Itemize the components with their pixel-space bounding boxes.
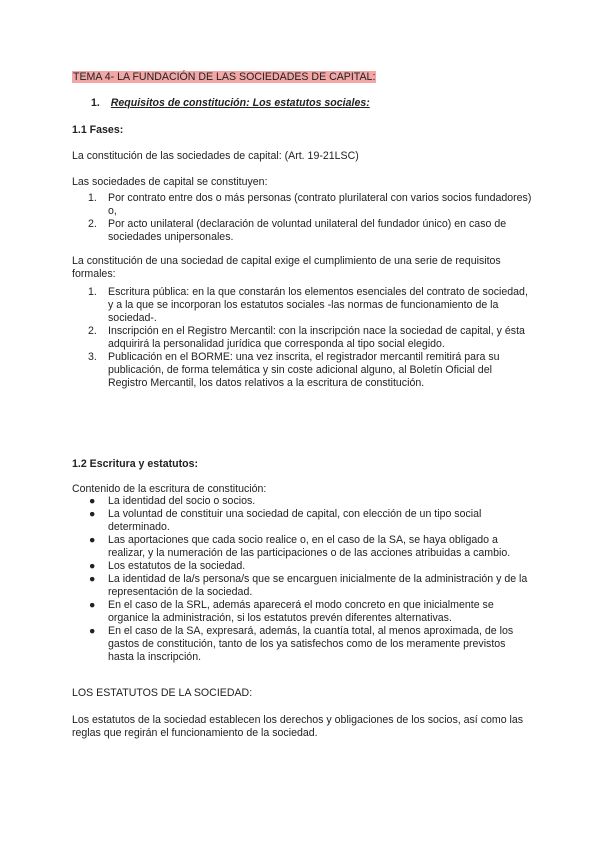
list-item: 1. Por contrato entre dos o más personas (contrato plurilateral con varios socios fundadores) o, xyxy=(88,192,532,217)
paragraph-requisitos-formales: La constitución de una sociedad de capital exige el cumplimiento de una serie de requisitos formales: xyxy=(72,255,501,280)
numbered-list xyxy=(72,286,532,390)
subsection-1-1-heading: 1.1 Fases: xyxy=(72,124,124,136)
estatutos-heading: LOS ESTATUTOS DE LA SOCIEDAD: xyxy=(72,687,253,699)
bullet-list xyxy=(72,495,532,664)
numbered-list xyxy=(72,192,532,244)
subsection-1-2-heading: 1.2 Escritura y estatutos: xyxy=(72,458,198,470)
list-item: ● Las aportaciones que cada socio realice o, en el caso de la SA, se haya obligado a realizar, y la numeración de las participaciones o de las acciones atribuidas a cambio. xyxy=(89,534,511,559)
list-constitucion-modos xyxy=(72,192,532,244)
list-item: ● Los estatutos de la sociedad. xyxy=(89,560,246,572)
document-title xyxy=(72,71,532,84)
list-item: ● En el caso de la SA, expresará, además, la cuantía total, al menos aproximada, de los gastos de constitución, tanto de los ya satisfechos como de los meramente previstos hasta la inscripción. xyxy=(89,625,514,663)
list-item: ● La identidad de la/s persona/s que se encarguen inicialmente de la administración y de la representación de la sociedad. xyxy=(89,573,528,598)
paragraph-constitucion: La constitución de las sociedades de capital: (Art. 19-21LSC) xyxy=(72,150,359,162)
paragraph-estatutos: Los estatutos de la sociedad establecen los derechos y obligaciones de los socios, así como las reglas que regirán el funcionamiento de la sociedad. xyxy=(72,714,524,739)
list-item: ● La voluntad de constituir una sociedad de capital, con elección de un tipo social determinado. xyxy=(89,508,482,533)
list-item: ● En el caso de la SRL, además aparecerá el modo concreto en que inicialmente se organice la administración, si los estatutos prevén diferentes alternativas. xyxy=(89,599,494,624)
list-item: 3. Publicación en el BORME: una vez inscrita, el registrador mercantil remitirá para su publicación, de forma telemática y sin coste adicional alguno, al Boletín Oficial del Registro Mercantil, los datos relativos a la escritura de constitución. xyxy=(88,351,500,389)
paragraph-contenido-escritura: Contenido de la escritura de constitución: xyxy=(72,483,267,495)
list-item: 2. Inscripción en el Registro Mercantil: con la inscripción nace la sociedad de capital, y ésta adquirirá la personalidad jurídica que corresponda al tipo social elegido. xyxy=(88,325,525,350)
section-1-title: Requisitos de constitución: Los estatutos sociales: xyxy=(110,97,370,109)
section-1-heading xyxy=(91,97,551,110)
list-item: ● La identidad del socio o socios. xyxy=(89,495,256,507)
document-title-text: TEMA 4- LA FUNDACIÓN DE LAS SOCIEDADES DE CAPITAL: xyxy=(73,71,376,83)
paragraph-se-constituyen: Las sociedades de capital se constituyen: xyxy=(72,176,268,188)
list-requisitos-formales xyxy=(72,286,532,390)
list-contenido-escritura xyxy=(72,495,532,664)
list-item: 1. Escritura pública: en la que constarán los elementos esenciales del contrato de sociedad, y a la que se incorporan los estatutos sociales -las normas de funcionamiento de la sociedad-. xyxy=(88,286,528,324)
list-item: 2. Por acto unilateral (declaración de voluntad unilateral del fundador único) en caso de sociedades unipersonales. xyxy=(88,218,507,243)
section-1-number: 1. xyxy=(91,97,100,109)
